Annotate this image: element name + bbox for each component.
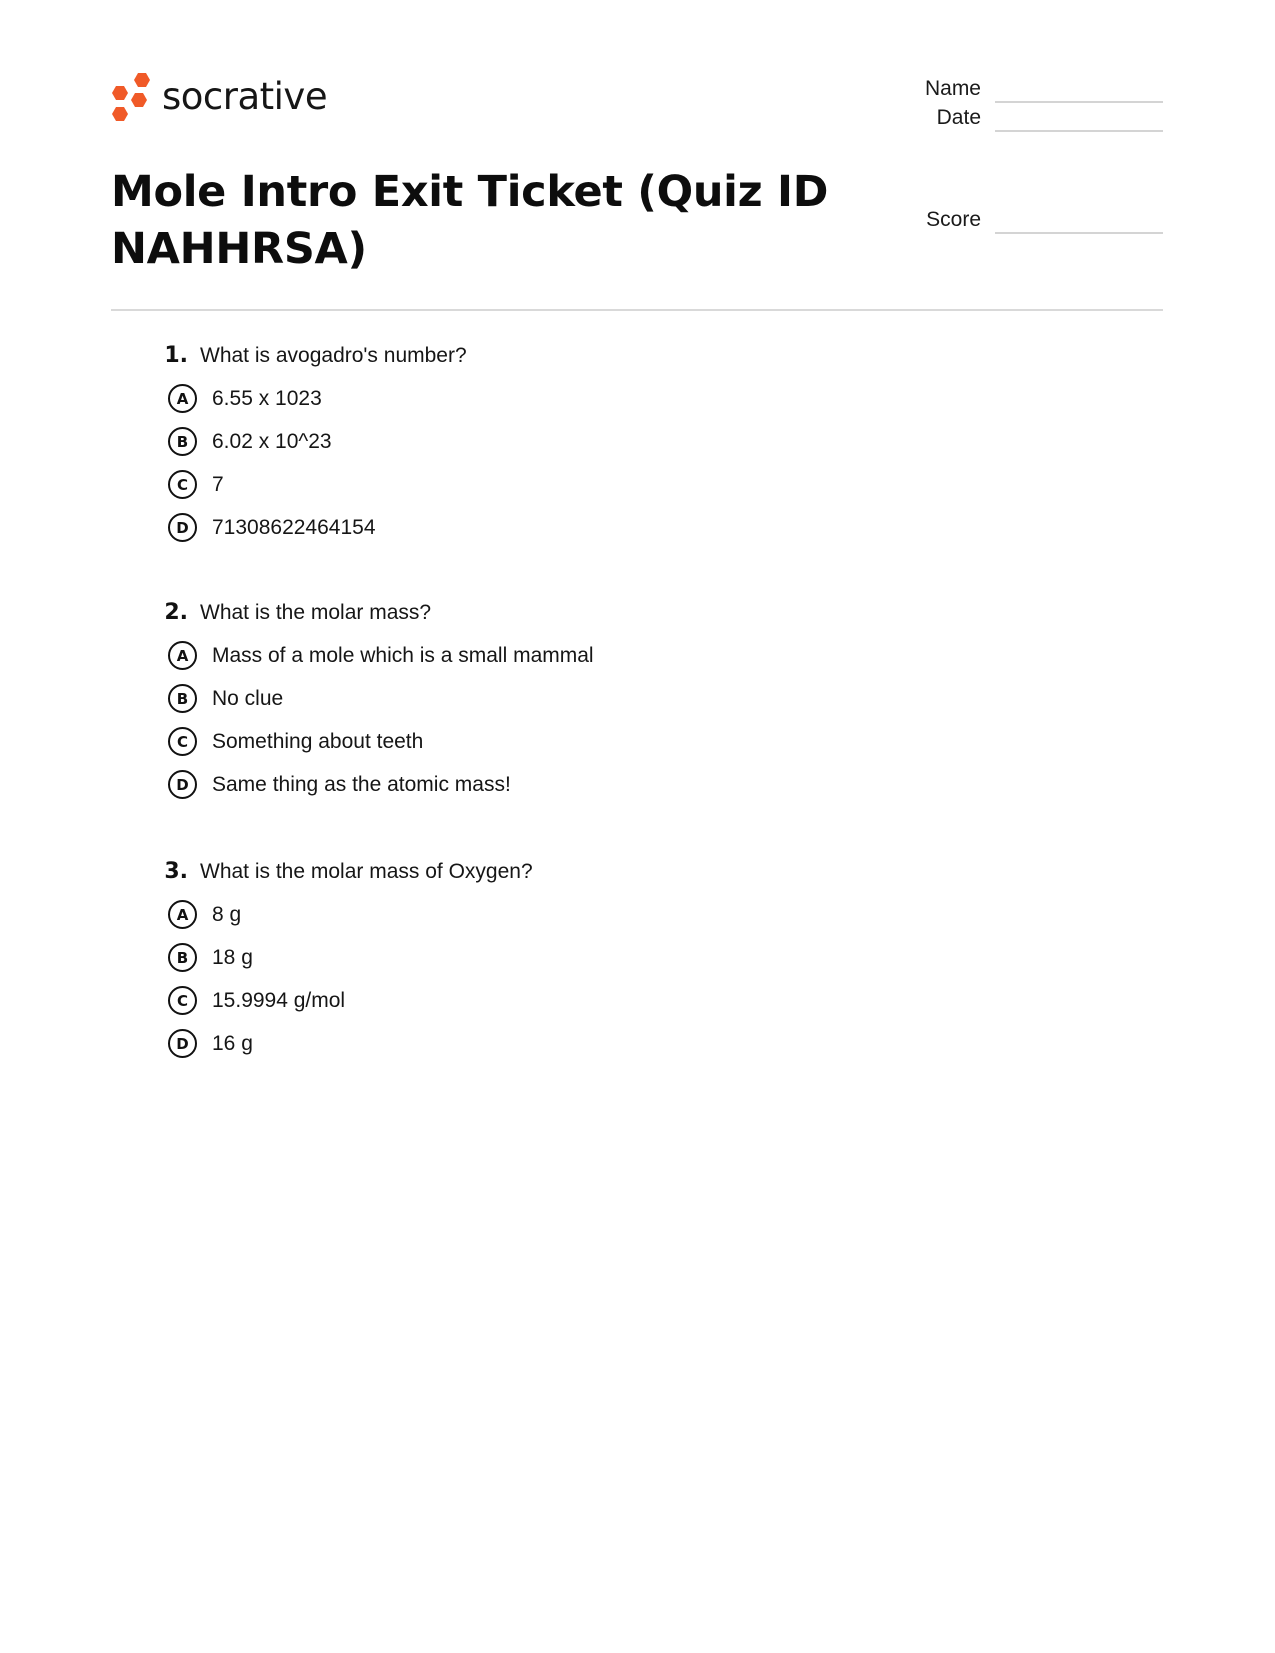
option-text: 6.02 x 10^23 xyxy=(212,429,332,453)
brand-name: socrative xyxy=(162,74,328,118)
option-d-bubble[interactable]: D xyxy=(168,513,197,542)
name-label: Name xyxy=(924,77,981,100)
question-text: What is the molar mass of Oxygen? xyxy=(200,860,533,883)
question-3 xyxy=(160,859,1060,1065)
option-c[interactable] xyxy=(160,463,1060,506)
question-text: What is avogadro's number? xyxy=(200,344,467,367)
date-label: Date xyxy=(936,106,981,129)
option-text: 6.55 x 1023 xyxy=(212,386,322,410)
score-label: Score xyxy=(926,208,981,231)
option-a[interactable] xyxy=(160,377,1060,420)
question-header xyxy=(160,343,1060,377)
option-d[interactable] xyxy=(160,506,1060,549)
option-b-bubble[interactable]: B xyxy=(168,427,197,456)
page-title: Mole Intro Exit Ticket (Quiz ID NAHHRSA) xyxy=(111,167,829,274)
option-a-bubble[interactable]: A xyxy=(168,384,197,413)
option-a-bubble[interactable]: A xyxy=(168,900,197,929)
hexagon-cluster-icon xyxy=(110,72,150,124)
header-divider xyxy=(111,309,1163,311)
question-text: What is the molar mass? xyxy=(200,601,432,624)
option-text: Something about teeth xyxy=(212,729,424,753)
name-field[interactable] xyxy=(880,74,1163,104)
option-d-bubble[interactable]: D xyxy=(168,770,197,799)
option-c-bubble[interactable]: C xyxy=(168,986,197,1015)
option-c[interactable] xyxy=(160,979,1060,1022)
option-a[interactable] xyxy=(160,893,1060,936)
option-d[interactable] xyxy=(160,1022,1060,1065)
option-text: 71308622464154 xyxy=(212,515,376,539)
date-field[interactable] xyxy=(880,103,1163,133)
question-1 xyxy=(160,343,1060,549)
option-d[interactable] xyxy=(160,763,1060,806)
option-text: 18 g xyxy=(212,945,253,969)
question-number: 1. xyxy=(164,343,188,368)
date-line[interactable] xyxy=(995,130,1163,132)
question-header xyxy=(160,600,1060,634)
option-text: 16 g xyxy=(212,1031,253,1055)
option-text: Same thing as the atomic mass! xyxy=(212,772,511,796)
option-text: No clue xyxy=(212,686,284,710)
option-c-bubble[interactable]: C xyxy=(168,727,197,756)
option-d-bubble[interactable]: D xyxy=(168,1029,197,1058)
socrative-logo xyxy=(110,72,327,124)
option-c-bubble[interactable]: C xyxy=(168,470,197,499)
option-c[interactable] xyxy=(160,720,1060,763)
score-line[interactable] xyxy=(995,232,1163,234)
option-b[interactable] xyxy=(160,677,1060,720)
option-text: 8 g xyxy=(212,902,242,926)
option-text: 15.9994 g/mol xyxy=(212,988,346,1012)
question-number: 3. xyxy=(164,859,188,884)
option-b-bubble[interactable]: B xyxy=(168,684,197,713)
score-field[interactable] xyxy=(880,205,1163,235)
option-a-bubble[interactable]: A xyxy=(168,641,197,670)
option-b-bubble[interactable]: B xyxy=(168,943,197,972)
question-header xyxy=(160,859,1060,893)
option-b[interactable] xyxy=(160,420,1060,463)
option-a[interactable] xyxy=(160,634,1060,677)
option-text: Mass of a mole which is a small mammal xyxy=(212,643,594,667)
question-number: 2. xyxy=(164,600,188,625)
option-b[interactable] xyxy=(160,936,1060,979)
option-text: 7 xyxy=(212,472,224,496)
question-2 xyxy=(160,600,1060,806)
